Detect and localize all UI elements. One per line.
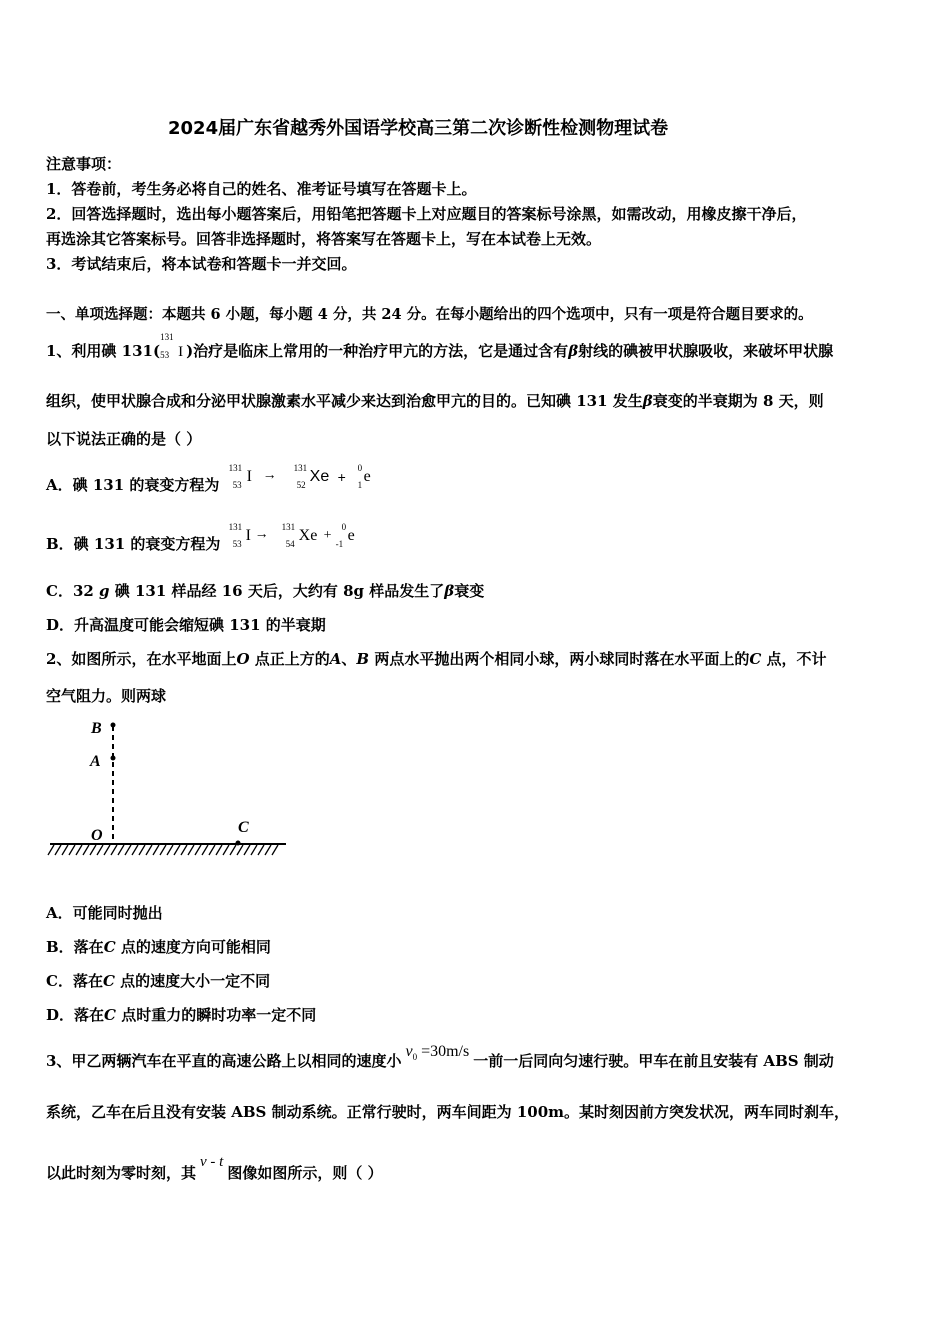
- hatch-line: [223, 845, 229, 855]
- notes-heading: 注意事项：: [46, 155, 122, 173]
- eq-b-i-mass: 131: [228, 522, 243, 532]
- q1-option-a: [46, 463, 395, 495]
- eq-a-e-mass: 0: [357, 463, 363, 473]
- hatch-line: [237, 845, 243, 855]
- hatch-line: [125, 845, 131, 855]
- eq-b-plus: +: [323, 528, 332, 543]
- hatch-line: [55, 845, 61, 855]
- hatch-line: [153, 845, 159, 855]
- q1-option-c-c: 衰变: [454, 582, 485, 600]
- point-b: B: [356, 650, 370, 668]
- beta-symbol: β: [642, 392, 653, 410]
- q2-opt-d-a: D．落在: [46, 1006, 105, 1024]
- eq-b-xe-charge: 54: [285, 539, 295, 549]
- hatch-line: [83, 845, 89, 855]
- q3-line3b: 图像如图所示，则（ ）: [227, 1164, 383, 1182]
- hatch-line: [104, 845, 110, 855]
- q3-s1: 3、甲乙两辆汽车在平直的高速公路上以相同的速度小: [46, 1052, 402, 1070]
- question-3-stem-line-2: 系统，乙车在后且没有安装 ABS 制动系统。正常行驶时，两车间距为 100m。某时刻因前方突发状况，两车同时刹车，: [46, 1103, 850, 1121]
- hatch-line: [209, 845, 215, 855]
- eq-a-i: I: [246, 468, 252, 485]
- hatch-line: [118, 845, 124, 855]
- eq-a-arrow: →: [262, 468, 277, 483]
- unit-g: g: [99, 582, 110, 600]
- hatch-line: [272, 845, 278, 855]
- eq-b-i: I: [245, 527, 251, 544]
- v-t-symbol: v - t: [200, 1154, 224, 1170]
- point-c: C: [103, 938, 116, 956]
- eq-a-i-mass: 131: [228, 463, 243, 473]
- q2-opt-c-a: C．落在: [46, 972, 103, 990]
- q2-s4: 两点水平抛出两个相同小球，两小球同时落在水平面上的: [369, 650, 750, 668]
- hatch-line: [202, 845, 208, 855]
- velocity-value: =30m/s: [421, 1043, 470, 1060]
- point-b-dot: [111, 723, 116, 728]
- iodine-131-isotope: [160, 332, 184, 361]
- hatch-line: [216, 845, 222, 855]
- eq-a-xe-charge: 52: [296, 480, 306, 490]
- hatch-line: [146, 845, 152, 855]
- eq-a-e-charge: 1: [357, 480, 363, 490]
- hatch-line: [132, 845, 138, 855]
- iso-symbol: I: [178, 344, 184, 360]
- eq-a-xe-mass: 131: [293, 463, 308, 473]
- hatch-line: [111, 845, 117, 855]
- hatch-line: [230, 845, 236, 855]
- q1-stem-c: 射线的碘被甲状腺吸收，来破坏甲状腺: [578, 342, 834, 360]
- velocity-expression: [405, 1043, 469, 1060]
- q3-line3a: 以此时刻为零时刻，其: [46, 1164, 197, 1182]
- q1-option-a-text: A．碘 131 的衰变方程为: [46, 476, 220, 494]
- q1-line2b: 衰变的半衰期为 8 天，则: [652, 392, 824, 410]
- hatch-line: [90, 845, 96, 855]
- q2-s1: 2、如图所示，在水平地面上: [46, 650, 237, 668]
- hatch-line: [195, 845, 201, 855]
- q2-s5: 点，不计: [761, 650, 827, 668]
- q1-option-c-a: C．32: [46, 582, 100, 600]
- q1-option-b: [46, 522, 366, 554]
- q3-s2: 一前一后同向匀速行驶。甲车在前且安装有 ABS 制动: [473, 1052, 834, 1070]
- q2-opt-b-a: B．落在: [46, 938, 104, 956]
- v-subscript: 0: [412, 1052, 418, 1062]
- hatch-line: [174, 845, 180, 855]
- q2-option-c: [46, 970, 270, 991]
- point-o: O: [236, 650, 250, 668]
- eq-b-e: e: [347, 527, 355, 544]
- q2-opt-d-b: 点时重力的瞬时功率一定不同: [115, 1006, 317, 1024]
- q2-option-b: [46, 936, 271, 957]
- note-2-line-1: 2．回答选择题时，选出每小题答案后，用铅笔把答题卡上对应题目的答案标号涂黑，如需改动，用橡皮擦干净后，: [46, 205, 807, 223]
- eq-a-plus: +: [337, 469, 346, 485]
- q1-option-c: [46, 580, 484, 601]
- point-c: C: [749, 650, 762, 668]
- q1-stem-b: )治疗是临床上常用的一种治疗甲亢的方法，它是通过含有: [186, 342, 569, 360]
- q2-option-d: [46, 1004, 316, 1025]
- q2-s3: 、: [341, 650, 357, 668]
- note-1: 1．答卷前，考生务必将自己的姓名、准考证号填写在答题卡上。: [46, 180, 477, 198]
- hatch-line: [265, 845, 271, 855]
- projectile-figure: [44, 714, 294, 864]
- hatch-line: [244, 845, 250, 855]
- q2-opt-c-b: 点的速度大小一定不同: [114, 972, 271, 990]
- decay-equation-b: [226, 522, 366, 549]
- label-b: B: [91, 720, 102, 737]
- eq-b-arrow: →: [254, 527, 269, 542]
- point-c: C: [104, 1006, 116, 1024]
- point-a-dot: [111, 756, 116, 761]
- q2-s2: 点正上方的: [249, 650, 330, 668]
- hatch-line: [160, 845, 166, 855]
- hatch-line: [167, 845, 173, 855]
- page-title: 2024届广东省越秀外国语学校高三第二次诊断性检测物理试卷: [168, 118, 669, 139]
- hatch-line: [258, 845, 264, 855]
- q1-stem-a: 1、利用碘 131(: [46, 342, 161, 360]
- ground-hatching: [48, 845, 278, 855]
- question-1-stem-line-2: [46, 390, 824, 411]
- q1-line2a: 组织，使甲状腺合成和分泌甲状腺激素水平减少来达到治愈甲亢的目的。已知碘 131 发生: [46, 392, 643, 410]
- eq-b-e-mass: 0: [341, 522, 347, 532]
- hatch-line: [76, 845, 82, 855]
- q2-option-a: A．可能同时抛出: [46, 904, 163, 922]
- hatch-line: [48, 845, 54, 855]
- hatch-line: [188, 845, 194, 855]
- q1-option-c-b: 碘 131 样品经 16 天后，大约有 8g 样品发生了: [109, 582, 445, 600]
- hatch-line: [62, 845, 68, 855]
- question-3-stem-line-1: [46, 1043, 834, 1071]
- question-2-stem-line-1: [46, 648, 827, 669]
- hatch-line: [97, 845, 103, 855]
- v-symbol: v: [405, 1043, 413, 1060]
- beta-symbol: β: [568, 342, 579, 360]
- q2-opt-b-b: 点的速度方向可能相同: [115, 938, 271, 956]
- question-1-stem-line-1: [46, 332, 834, 361]
- section-heading: 一、单项选择题：本题共 6 小题，每小题 4 分，共 24 分。在每小题给出的四个选项中，只有一项是符合题目要求的。: [46, 306, 813, 323]
- eq-a-e: e: [363, 468, 371, 485]
- question-3-stem-line-3: [46, 1154, 383, 1183]
- hatch-line: [181, 845, 187, 855]
- label-o: O: [91, 827, 103, 844]
- label-a: A: [90, 753, 101, 770]
- beta-symbol: β: [444, 582, 455, 600]
- eq-b-xe: Xe: [298, 527, 318, 544]
- decay-equation-a: [225, 463, 395, 490]
- eq-a-i-charge: 53: [232, 480, 242, 490]
- note-2-line-2: 再选涂其它答案标号。回答非选择题时，将答案写在答题卡上，写在本试卷上无效。: [46, 230, 602, 248]
- q1-option-d: D．升高温度可能会缩短碘 131 的半衰期: [46, 616, 326, 634]
- eq-a-xe: Xe: [309, 468, 330, 485]
- eq-b-i-charge: 53: [232, 539, 242, 549]
- q1-option-b-text: B．碘 131 的衰变方程为: [46, 535, 221, 553]
- eq-b-e-charge: -1: [335, 539, 344, 549]
- label-c: C: [238, 819, 249, 836]
- hatch-line: [69, 845, 75, 855]
- iso-mass: 131: [160, 332, 174, 342]
- point-c: C: [102, 972, 115, 990]
- eq-b-xe-mass: 131: [281, 522, 296, 532]
- hatch-line: [251, 845, 257, 855]
- question-2-stem-line-2: 空气阻力。则两球: [46, 687, 167, 705]
- hatch-line: [139, 845, 145, 855]
- question-1-stem-line-3: 以下说法正确的是（ ）: [46, 430, 202, 448]
- note-3: 3．考试结束后，将本试卷和答题卡一并交回。: [46, 255, 357, 273]
- iso-charge: 53: [160, 350, 170, 360]
- point-a: A: [329, 650, 342, 668]
